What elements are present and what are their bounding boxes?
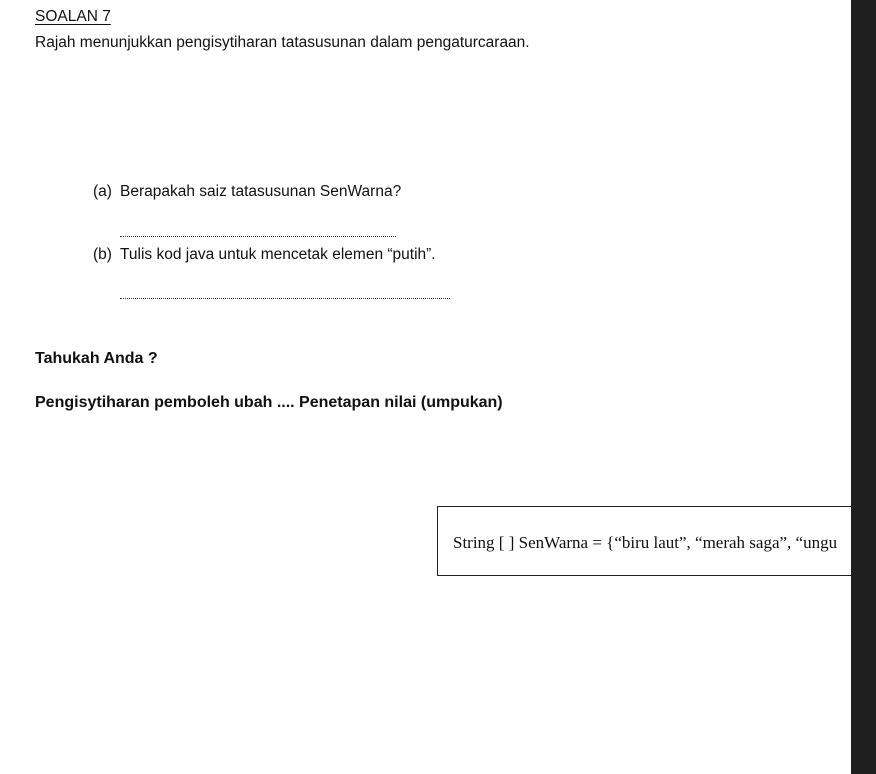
scan-edge: [851, 0, 876, 774]
question-heading: SOALAN 7: [35, 8, 111, 25]
part-b-label: (b): [93, 246, 112, 263]
code-box: [437, 506, 851, 576]
part-b-text: Tulis kod java untuk mencetak elemen “putih”.: [120, 246, 436, 263]
did-you-know-title: Tahukah Anda ?: [35, 350, 158, 367]
part-a-text: Berapakah saiz tatasusunan SenWarna?: [120, 183, 402, 200]
question-intro: Rajah menunjukkan pengisytiharan tatasusunan dalam pengaturcaraan.: [35, 34, 530, 51]
part-a-answer-line: [120, 236, 396, 237]
part-b-answer-line: [120, 298, 450, 299]
code-line: String [ ] SenWarna = {“biru laut”, “merah saga”, “ungu: [453, 533, 838, 552]
did-you-know-text: Pengisytiharan pemboleh ubah .... Penetapan nilai (umpukan): [35, 394, 503, 411]
part-a-label: (a): [93, 183, 112, 200]
